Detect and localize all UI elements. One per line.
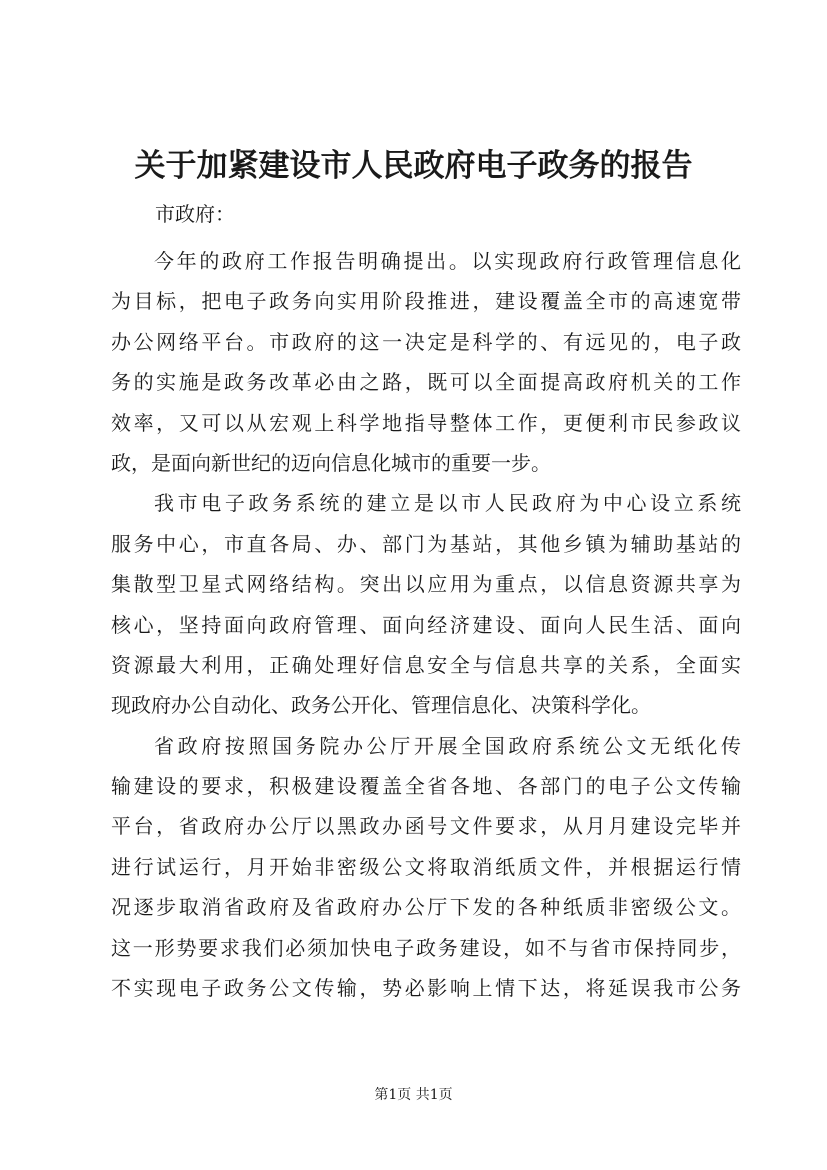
paragraph-1-line-4: 务的实施是政务改革必由之路，既可以全面提高政府机关的工作 — [111, 370, 741, 395]
document-body — [111, 241, 741, 1008]
paragraph-3-line-4: 进行试运行，月开始非密级公文将取消纸质文件，并根据运行情 — [111, 854, 741, 879]
paragraph-1-line-2: 为目标，把电子政务向实用阶段推进，建设覆盖全市的高速宽带 — [111, 289, 741, 314]
paragraph-3-line-5: 况逐步取消省政府及省政府办公厅下发的各种纸质非密级公文。 — [111, 895, 741, 920]
paragraph-2-line-2: 服务中心，市直各局、办、部门为基站，其他乡镇为辅助基站的 — [111, 531, 741, 556]
salutation: 市政府： — [155, 202, 235, 226]
paragraph-3-line-1: 省政府按照国务院办公厅开展全国政府系统公文无纸化传 — [154, 733, 741, 758]
paragraph-2-line-6: 现政府办公自动化、政务公开化、管理信息化、决策科学化。 — [111, 693, 651, 718]
paragraph-2-line-3: 集散型卫星式网络结构。突出以应用为重点，以信息资源共享为 — [111, 572, 741, 597]
paragraph-3-line-7: 不实现电子政务公文传输，势必影响上情下达，将延误我市公务 — [111, 976, 741, 1001]
paragraph-1-line-6: 政，是面向新世纪的迈向信息化城市的重要一步。 — [111, 450, 551, 475]
paragraph-3-line-3: 平台，省政府办公厅以黑政办函号文件要求，从月月建设完毕并 — [111, 814, 741, 839]
paragraph-1-line-3: 办公网络平台。市政府的这一决定是科学的、有远见的，电子政 — [111, 329, 741, 354]
paragraph-2-line-5: 资源最大利用，正确处理好信息安全与信息共享的关系，全面实 — [111, 652, 741, 677]
paragraph-1-line-1: 今年的政府工作报告明确提出。以实现政府行政管理信息化 — [154, 249, 741, 273]
page-footer: 第1页 共1页 — [374, 1087, 453, 1103]
paragraph-1-line-5: 效率，又可以从宏观上科学地指导整体工作，更便利市民参政议 — [111, 410, 741, 435]
paragraph-2-line-4: 核心，坚持面向政府管理、面向经济建设、面向人民生活、面向 — [111, 612, 741, 637]
paragraph-2-line-1: 我市电子政务系统的建立是以市人民政府为中心设立系统 — [154, 491, 741, 516]
document-title: 关于加紧建设市人民政府电子政务的报告 — [134, 148, 693, 184]
paragraph-3-line-6: 这一形势要求我们必须加快电子政务建设，如不与省市保持同步， — [111, 935, 741, 960]
paragraph-3-line-2: 输建设的要求，积极建设覆盖全省各地、各部门的电子公文传输 — [111, 774, 741, 799]
